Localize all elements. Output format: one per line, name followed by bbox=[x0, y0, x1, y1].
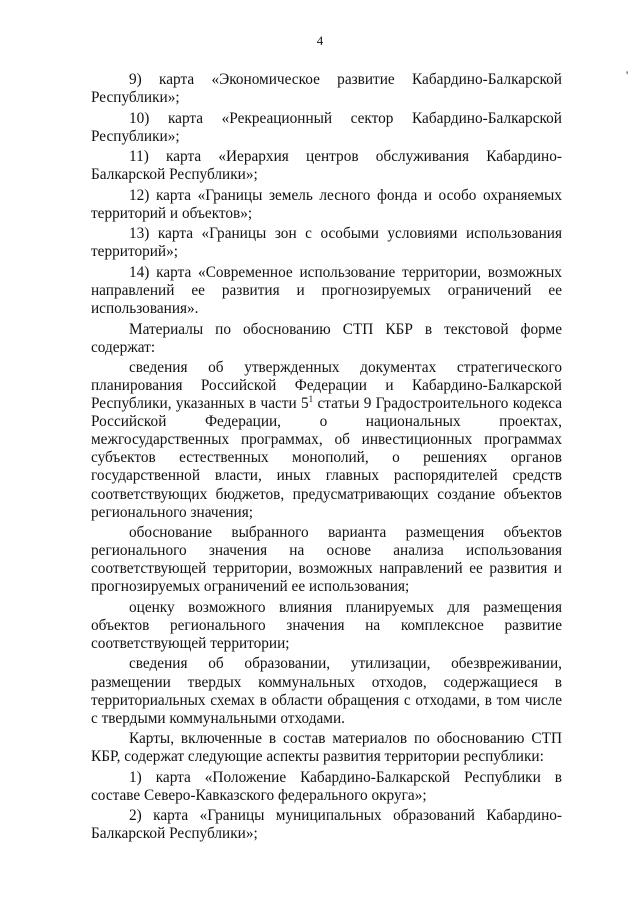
paragraph-map-2: 2) карта «Границы муниципальных образований Кабардино-Балкарской Республики»; bbox=[91, 807, 562, 843]
paragraph-map-11: 11) карта «Иерархия центров обслуживания Кабардино-Балкарской Республики»; bbox=[91, 148, 562, 184]
paragraph-text: статьи 9 Градостроительного кодекса Российской Федерации, о национальных проектах, межгосударственных программах, об инвестиционных программах субъектов естественных монополий, о решениях органов государственной власти, иных главных распорядителей средств соответствующих бюджетов, предусматривающих создание объектов регионального значения; bbox=[91, 395, 562, 521]
page-number: 4 bbox=[316, 33, 324, 48]
paragraph-waste-info: сведения об образовании, утилизации, обезвреживании, размещении твердых коммунальных отходов, содержащиеся в территориальных схемах в области обращения с отходами, в том числе с твердыми коммунальными отходами. bbox=[91, 655, 562, 727]
paragraph-maps-intro: Карты, включенные в состав материалов по обоснованию СТП КБР, содержат следующие аспекты развития территории республики: bbox=[91, 730, 562, 766]
paragraph-map-9: 9) карта «Экономическое развитие Кабардино-Балкарской Республики»; bbox=[91, 71, 562, 107]
paragraph-strategic-documents bbox=[91, 359, 562, 521]
paragraph-text: сведения об утвержденных документах стратегического планирования Российской Федерации и Кабардино-Балкарской Республики, указанных в части 5 bbox=[91, 359, 562, 413]
paragraph-map-13: 13) карта «Границы зон с особыми условиями использования территорий»; bbox=[91, 225, 562, 261]
document-body bbox=[91, 71, 562, 846]
paragraph-option-justification: обоснование выбранного варианта размещения объектов регионального значения на основе анализа использования соответствующей территории, возможных направлений ее развития и прогнозируемых ограничений ее использования; bbox=[91, 524, 562, 596]
margin-mark: ' bbox=[626, 68, 629, 82]
paragraph-map-10: 10) карта «Рекреационный сектор Кабардино-Балкарской Республики»; bbox=[91, 109, 562, 145]
paragraph-map-1: 1) карта «Положение Кабардино-Балкарской Республики в составе Северо-Кавказского федерального округа»; bbox=[91, 768, 562, 804]
paragraph-impact-assessment: оценку возможного влияния планируемых для размещения объектов регионального значения на комплексное развитие соответствующей территории; bbox=[91, 598, 562, 652]
paragraph-text-materials-intro: Материалы по обоснованию СТП КБР в текстовой форме содержат: bbox=[91, 320, 562, 356]
superscript: 1 bbox=[308, 394, 314, 405]
paragraph-map-12: 12) карта «Границы земель лесного фонда и особо охраняемых территорий и объектов»; bbox=[91, 186, 562, 222]
paragraph-map-14: 14) карта «Современное использование территории, возможных направлений ее развития и прогнозируемых ограничений ее использования». bbox=[91, 263, 562, 318]
